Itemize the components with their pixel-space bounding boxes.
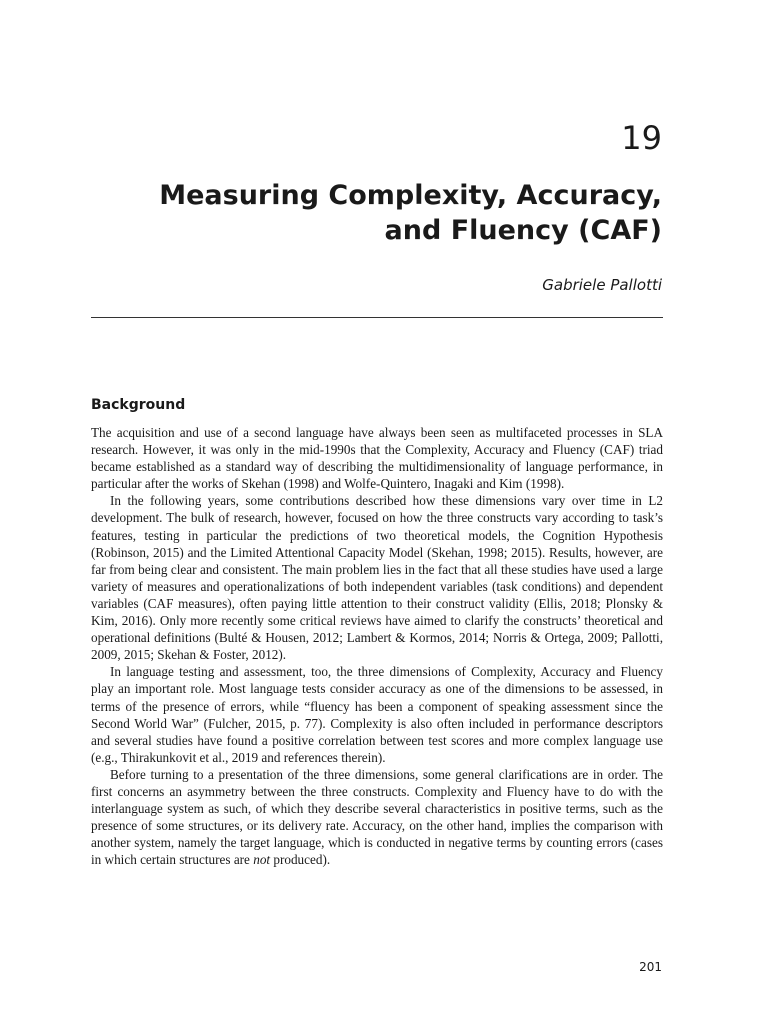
paragraph-1: The acquisition and use of a second language have always been seen as multifaceted processes in SLA research. However, it was only in the mid-1990s that the Complexity, Accuracy and Fluency (CAF) triad became established as a standard way of describing the multidimensionality of language performance, in particular after the works of Skehan (1998) and Wolfe-Quintero, Inagaki and Kim (1998). — [91, 425, 663, 492]
paragraph-3: In language testing and assessment, too, the three dimensions of Complexity, Accuracy and Fluency play an important role. Most language tests consider accuracy as one of the dimensions to be assessed, in terms of the presence of errors, while “fluency has been a component of speaking assessment since the Second World War” (Fulcher, 2015, p. 77). Complexity is also often included in performance descriptors and several studies have found a positive correlation between test scores and more complex language use (e.g., Thirakunkovit et al., 2019 and references therein). — [91, 664, 663, 765]
chapter-title-line-2: and Fluency (CAF) — [384, 215, 662, 246]
author-name: Gabriele Pallotti — [542, 276, 662, 294]
chapter-title-line-1: Measuring Complexity, Accuracy, — [159, 180, 662, 211]
title-divider — [91, 317, 663, 318]
page-number: 201 — [639, 960, 662, 974]
paragraph-2: In the following years, some contributions described how these dimensions vary over time in L2 development. The bulk of research, however, focused on how the three constructs vary according to task’s features, testing in particular the predictions of two theoretical models, the Cognition Hypothesis (Robinson, 2015) and the Limited Attentional Capacity Model (Skehan, 1998; 2015). Results, however, are far from being clear and consistent. The main problem lies in the fact that all these studies have used a large variety of measures and operationalizations of both independent variables (task conditions) and dependent variables (CAF measures), often paying little attention to their construct validity (Ellis, 2018; Plonsky & Kim, 2016). Only more recently some critical reviews have aimed to clarify the constructs’ theoretical and operational definitions (Bulté & Housen, 2012; Lambert & Kormos, 2014; Norris & Ortega, 2009; Pallotti, 2009, 2015; Skehan & Foster, 2012). — [91, 493, 663, 663]
paragraph-4-text-before: Before turning to a presentation of the three dimensions, some general clarifications are in order. The first concerns an asymmetry between the three constructs. Complexity and Fluency have to do with the interlanguage system as such, of which they describe several characteristics in positive terms, such as the presence of some structures, or its delivery rate. Accuracy, on the other hand, implies the comparison with another system, namely the target language, which is conducted in negative terms by counting errors (cases in which certain structures are — [91, 766, 663, 868]
paragraph-4 — [91, 766, 663, 869]
body-text — [91, 424, 663, 868]
section-heading: Background — [91, 397, 186, 413]
paragraph-4-emphasis: not — [253, 852, 271, 868]
paragraph-4-text-after: produced). — [270, 852, 331, 868]
chapter-number: 19 — [621, 119, 662, 157]
chapter-title — [102, 178, 662, 248]
